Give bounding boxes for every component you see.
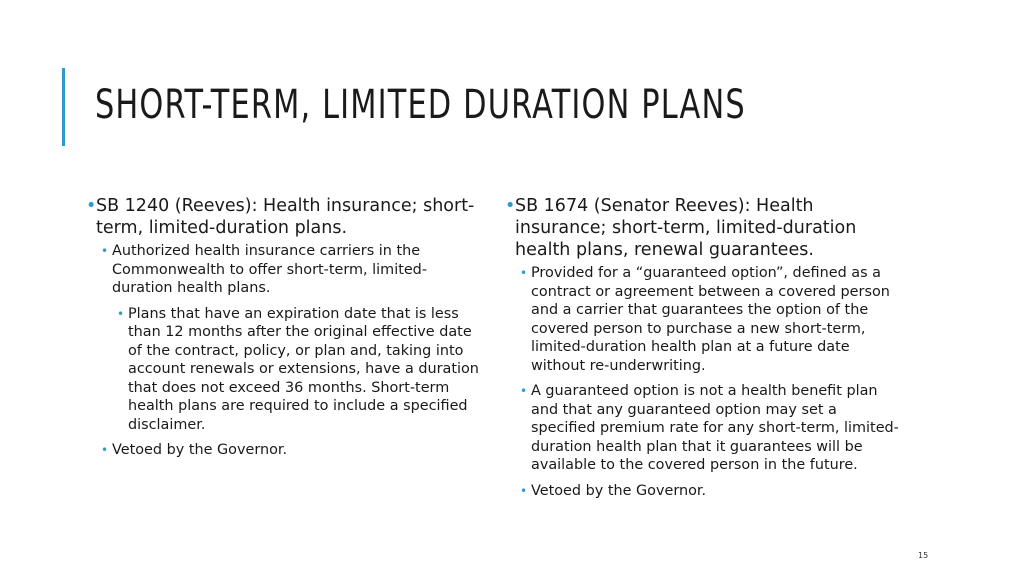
list-item-text: Authorized health insurance carriers in the Commonwealth to offer short-term, limited-duration health plans. (112, 243, 428, 296)
list-item-text: A guaranteed option is not a health benefit plan and that any guaranteed option may set a specified premium rate for any short-term, limited-duration health plan that it guarantees will be available to the covered person in the future. (531, 383, 899, 473)
list-item-text: Provided for a “guaranteed option”, defined as a contract or agreement between a covered person and a carrier that guarantees the option of the covered person to purchase a new short-term, limited-duration health plan at a future date without re-underwriting. (531, 265, 890, 374)
list-item (86, 441, 486, 460)
list-item-text: Vetoed by the Governor. (112, 442, 288, 458)
right-column (505, 195, 905, 500)
bill-heading: SB 1674 (Senator Reeves): Health insurance; short-term, limited-duration health plans, renewal guarantees. (515, 196, 857, 260)
bullet-icon: • (101, 443, 109, 457)
title-accent-bar (62, 68, 65, 146)
bullet-icon: • (520, 483, 528, 498)
bill-sb1240 (86, 195, 486, 239)
page-number: 15 (918, 551, 929, 560)
list-item (505, 264, 905, 375)
list-item (86, 305, 486, 435)
list-item-text: Plans that have an expiration date that is less than 12 months after the original effective date of the contract, policy, or plan and, taking into account renewals or extensions, have a duration that does not exceed 36 months. Short-term health plans are required to include a specified disclaimer. (128, 305, 479, 433)
list-item (505, 382, 905, 475)
bullet-icon: • (505, 196, 516, 216)
slide-title: SHORT-TERM, LIMITED DURATION PLANS (95, 82, 746, 128)
bullet-icon: • (520, 384, 528, 398)
bullet-icon: • (117, 306, 125, 321)
bill-sb1674 (505, 195, 905, 261)
list-item-text: Vetoed by the Governor. (531, 482, 707, 499)
bullet-icon: • (520, 266, 528, 280)
bill-heading: SB 1240 (Reeves): Health insurance; short-term, limited-duration plans. (96, 196, 475, 238)
left-column (86, 195, 486, 460)
list-item (505, 482, 905, 501)
list-item (86, 242, 486, 298)
bullet-icon: • (101, 244, 109, 258)
bullet-icon: • (86, 196, 97, 216)
